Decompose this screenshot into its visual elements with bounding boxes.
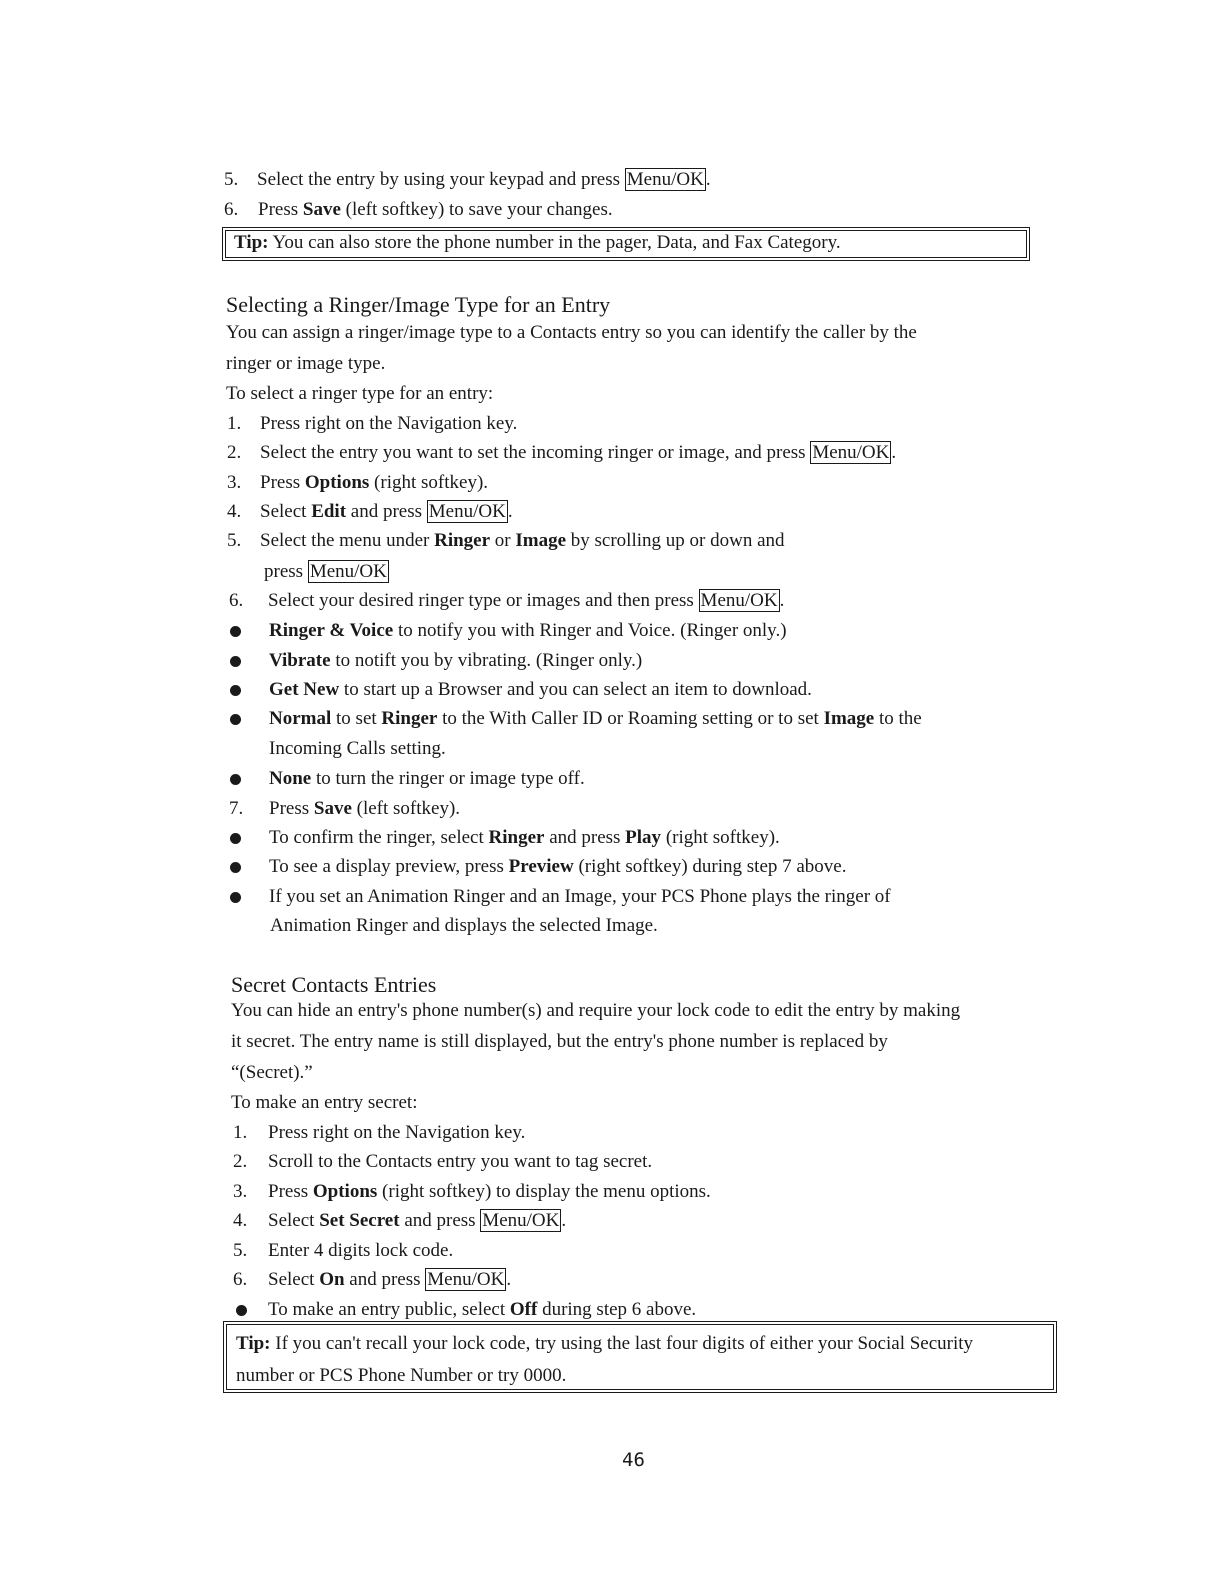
page-number: 46 [622, 1449, 645, 1471]
menu-ok-key: Menu/OK [700, 590, 778, 611]
step-number: 6. [233, 1269, 248, 1290]
bullet-icon [236, 1305, 247, 1316]
step-number: 5. [227, 530, 242, 551]
step-number: 1. [227, 413, 242, 434]
step-number: 4. [227, 501, 242, 522]
bullet-icon [230, 892, 241, 903]
secret-lead-in: To make an entry secret: [231, 1092, 418, 1113]
ringer-step-5-continued: press Menu/OK [264, 561, 387, 582]
ringer-step-3: Press Options (right softkey). [260, 472, 489, 493]
bullet-icon [230, 626, 241, 637]
secret-step-1: Press right on the Navigation key. [268, 1122, 526, 1143]
step-number: 3. [227, 472, 242, 493]
ringer-step-6: Select your desired ringer type or images and then press Menu/OK . [268, 590, 785, 611]
menu-ok-key: Menu/OK [427, 1269, 505, 1290]
ringer-intro-line-1: You can assign a ringer/image type to a Contacts entry so you can identify the caller by the [226, 322, 917, 343]
secret-step-2: Scroll to the Contacts entry you want to tag secret. [268, 1151, 653, 1172]
ringer-step-5: Select the menu under Ringer or Image by scrolling up or down and [260, 530, 785, 551]
note-display-preview: To see a display preview, press Preview (right softkey) during step 7 above. [269, 856, 847, 877]
ringer-intro-line-2: ringer or image type. [226, 353, 386, 374]
bullet-icon [230, 685, 241, 696]
option-none: None to turn the ringer or image type off. [269, 768, 585, 789]
bullet-icon [230, 774, 241, 785]
option-vibrate: Vibrate to notift you by vibrating. (Ringer only.) [269, 650, 643, 671]
tip-lock-code-line-1: Tip: If you can't recall your lock code, try using the last four digits of either your Social Security [236, 1333, 974, 1354]
bullet-icon [230, 833, 241, 844]
step-number: 6. [229, 590, 244, 611]
option-get-new: Get New to start up a Browser and you can select an item to download. [269, 679, 812, 700]
note-animation-ringer: If you set an Animation Ringer and an Image, your PCS Phone plays the ringer of [269, 886, 891, 907]
section-heading-ringer-image: Selecting a Ringer/Image Type for an Entry [226, 292, 611, 317]
ringer-lead-in: To select a ringer type for an entry: [226, 383, 494, 404]
step-number: 6. [224, 199, 239, 220]
tip-text-category: Tip: You can also store the phone number in the pager, Data, and Fax Category. [234, 232, 841, 253]
option-normal-continued: Incoming Calls setting. [269, 738, 446, 759]
option-normal: Normal to set Ringer to the With Caller ID or Roaming setting or to set Image to the [269, 708, 922, 729]
menu-ok-key: Menu/OK [428, 501, 506, 522]
secret-step-3: Press Options (right softkey) to display the menu options. [268, 1181, 711, 1202]
note-make-public: To make an entry public, select Off during step 6 above. [268, 1299, 697, 1320]
secret-step-4: Select Set Secret and press Menu/OK . [268, 1210, 567, 1231]
step-number: 7. [229, 798, 244, 819]
step-5-select-entry: Select the entry by using your keypad and press Menu/OK . [257, 169, 711, 190]
menu-ok-key: Menu/OK [482, 1210, 560, 1231]
note-confirm-ringer: To confirm the ringer, select Ringer and press Play (right softkey). [269, 827, 780, 848]
section-heading-secret-contacts: Secret Contacts Entries [231, 972, 437, 997]
secret-step-6: Select On and press Menu/OK . [268, 1269, 512, 1290]
step-number: 2. [233, 1151, 248, 1172]
step-number: 1. [233, 1122, 248, 1143]
step-number: 4. [233, 1210, 248, 1231]
bullet-icon [230, 714, 241, 725]
note-animation-ringer-continued: Animation Ringer and displays the selected Image. [270, 915, 658, 936]
menu-ok-key: Menu/OK [812, 442, 890, 463]
step-number: 3. [233, 1181, 248, 1202]
tip-lock-code-line-2: number or PCS Phone Number or try 0000. [236, 1365, 567, 1386]
ringer-step-7: Press Save (left softkey). [269, 798, 461, 819]
menu-ok-key: Menu/OK [309, 561, 387, 582]
bullet-icon [230, 862, 241, 873]
secret-step-5: Enter 4 digits lock code. [268, 1240, 454, 1261]
ringer-step-2: Select the entry you want to set the incoming ringer or image, and press Menu/OK . [260, 442, 897, 463]
menu-ok-key: Menu/OK [626, 169, 704, 190]
bullet-icon [230, 656, 241, 667]
ringer-step-1: Press right on the Navigation key. [260, 413, 518, 434]
step-number: 2. [227, 442, 242, 463]
secret-intro-line-2: it secret. The entry name is still displayed, but the entry's phone number is replaced by [231, 1031, 888, 1052]
secret-intro-line-3: “(Secret).” [231, 1062, 313, 1083]
step-number: 5. [224, 169, 239, 190]
secret-intro-line-1: You can hide an entry's phone number(s) and require your lock code to edit the entry by making [231, 1000, 961, 1021]
option-ringer-voice: Ringer & Voice to notify you with Ringer and Voice. (Ringer only.) [269, 620, 787, 641]
step-6-press-save: Press Save (left softkey) to save your changes. [258, 199, 613, 220]
ringer-step-4: Select Edit and press Menu/OK . [260, 501, 513, 522]
step-number: 5. [233, 1240, 248, 1261]
